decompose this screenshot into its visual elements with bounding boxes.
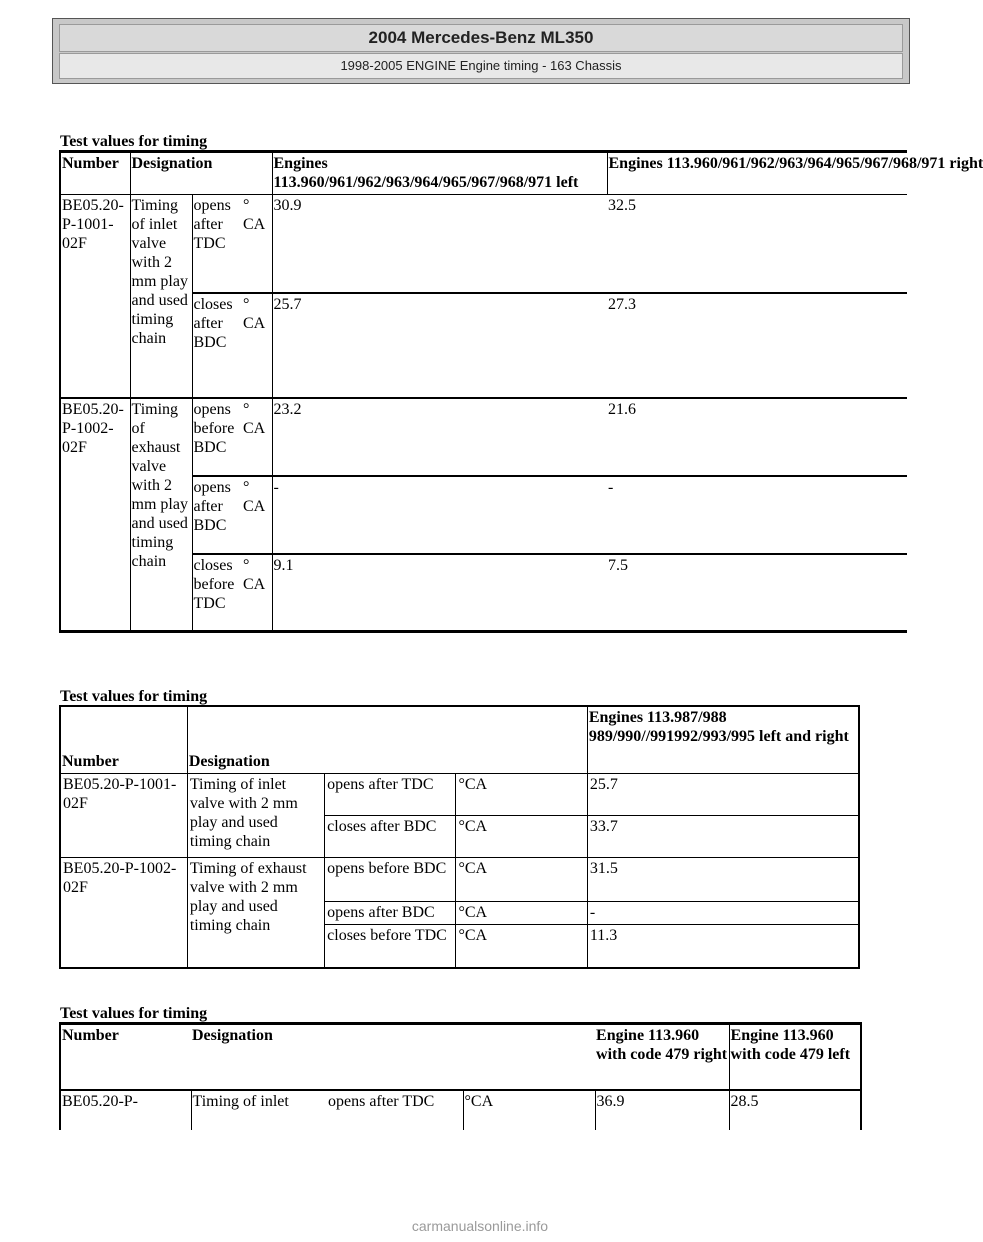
cell-designation: Timing of exhaust valve with 2 mm play and used timing chain (130, 398, 192, 632)
cell-unit: °CA (456, 773, 587, 815)
timing-table-2 (59, 705, 860, 969)
header-designation: Designation (191, 1024, 595, 1090)
cell-designation: Timing of inlet (192, 1092, 289, 1110)
timing-table-3 (59, 1022, 862, 1130)
cell-unit: ° CA (242, 554, 272, 632)
header-designation: Designation (130, 152, 272, 195)
cell-number: BE05.20-P-1001-02F (60, 773, 187, 857)
table-header-row (60, 1024, 861, 1090)
header-engine-right: Engine 113.960 with code 479 right (595, 1024, 729, 1090)
cell-left-value: 9.1 (273, 556, 294, 574)
header-number: Number (60, 152, 130, 195)
header-engine-left: Engine 113.960 with code 479 left (729, 1024, 861, 1090)
cell-number: BE05.20-P- (60, 1090, 191, 1130)
cell-right-value: 32.5 (607, 195, 907, 293)
cell-unit: ° CA (242, 476, 272, 554)
cell-number: BE05.20-P-1002-02F (60, 398, 130, 632)
header-number: Number (60, 706, 187, 773)
header-designation: Designation (187, 706, 587, 773)
cell-right-value: - (607, 476, 907, 554)
cell-left-value: 23.2 (272, 398, 607, 476)
cell-unit: ° CA (242, 195, 272, 293)
cell-event: opens after TDC (325, 773, 456, 815)
cell-event: closes before TDC (193, 556, 235, 612)
timing-table-1 (59, 150, 983, 633)
cell-value: 33.7 (587, 815, 859, 857)
cell-right-value: 7.5 (608, 556, 628, 574)
table-header-row (60, 706, 859, 773)
header-number: Number (60, 1024, 191, 1090)
cell-unit: °CA (456, 924, 587, 968)
cell-left-value: 30.9 (272, 195, 607, 293)
cell-right-value: 21.6 (607, 398, 907, 476)
table-row (60, 773, 859, 815)
cell-value: - (587, 901, 859, 924)
cell-event: opens before BDC (192, 398, 242, 476)
cell-value: 31.5 (587, 857, 859, 901)
document-subtitle: 1998-2005 ENGINE Engine timing - 163 Chassis (59, 53, 903, 79)
cell-event: opens after BDC (192, 476, 242, 554)
cell-value: 25.7 (587, 773, 859, 815)
cell-number: BE05.20-P-1001-02F (60, 195, 130, 398)
header-engines-right: Engines 113.960/961/962/963/964/965/967/968/971 right (607, 152, 907, 195)
cell-unit: °CA (463, 1090, 595, 1130)
cell-right-value: 36.9 (595, 1090, 729, 1130)
section-title-2: Test values for timing (60, 688, 208, 705)
cell-left-value: 28.5 (730, 1092, 759, 1110)
cell-right-value: 27.3 (607, 293, 907, 398)
cell-left-value: 25.7 (272, 293, 607, 398)
table-row (60, 195, 907, 293)
cell-event: opens after BDC (325, 901, 456, 924)
section-title-1: Test values for timing (60, 133, 208, 150)
cell-value: 11.3 (587, 924, 859, 968)
document-header (52, 18, 910, 84)
cell-event: opens before BDC (325, 857, 456, 901)
table-row (60, 398, 907, 476)
table-row (60, 857, 859, 901)
cell-event: closes before TDC (325, 924, 456, 968)
table-row (60, 1090, 861, 1130)
cell-event: closes after BDC (192, 293, 242, 398)
cell-designation: Timing of inlet valve with 2 mm play and used timing chain (187, 773, 324, 857)
cell-unit: ° CA (242, 293, 272, 398)
cell-designation: Timing of exhaust valve with 2 mm play and used timing chain (187, 857, 324, 968)
cell-left-value: - (272, 476, 607, 554)
cell-event: opens after TDC (192, 195, 242, 293)
cell-unit: °CA (456, 815, 587, 857)
cell-unit: ° CA (242, 398, 272, 476)
header-engines-left: Engines 113.960/961/962/963/964/965/967/968/971 left (272, 152, 607, 195)
watermark: carmanualsonline.info (411, 1218, 549, 1234)
cell-number: BE05.20-P-1002-02F (60, 857, 187, 968)
table-header-row (60, 152, 907, 195)
header-engines-left-right: Engines 113.987/988 989/990//991992/993/995 left and right (587, 706, 859, 773)
section-title-3: Test values for timing (60, 1005, 208, 1022)
cell-designation: Timing of inlet valve with 2 mm play and used timing chain (130, 195, 192, 398)
cell-event: closes after BDC (325, 815, 456, 857)
cell-unit: °CA (456, 857, 587, 901)
document-title: 2004 Mercedes-Benz ML350 (59, 24, 903, 52)
cell-event: opens after TDC (327, 1090, 463, 1130)
cell-unit: °CA (456, 901, 587, 924)
